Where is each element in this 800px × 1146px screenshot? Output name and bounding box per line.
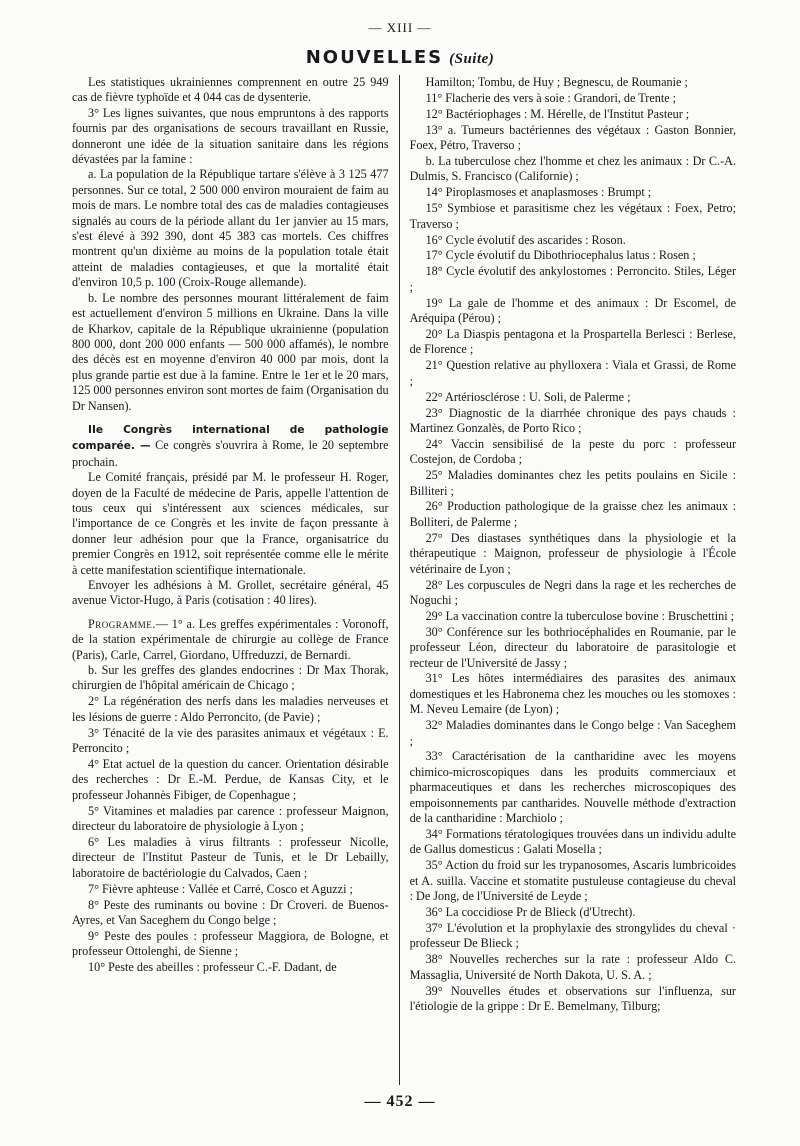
- list-item: 39° Nouvelles études et observations sur l'influenza, sur l'étiologie de la grippe : Dr E. Bemelmany, Tilburg;: [409, 983, 736, 1013]
- list-item: 24° Vaccin sensibilisé de la peste du porc : professeur Costejon, de Cordoba ;: [409, 436, 736, 467]
- list-item: 10° Peste des abeilles : professeur C.-F. Dadant, de: [88, 960, 337, 975]
- comite-paragraph: Le Comité français, présidé par M. le professeur H. Roger, doyen de la Faculté de médecine de Paris, appelle l'attention de tous ceux qui s'intéressent aux sciences médicales, sur l'importance de ce Congrès et les invite de façon pressante à donner leur adhésion pour que la France, organisatrice du premier Congrès en 1912, soit représentée comme elle le mérite à cette manifestation scientifique internationale.: [72, 470, 389, 577]
- list-item: 27° Des diastases synthétiques dans la physiologie et la thérapeutique : Maignon, professeur de physiologie à l'École vétérinaire de Lyon ;: [409, 530, 736, 576]
- list-item: 33° Caractérisation de la cantharidine avec les moyens chimico-microscopiques dans les produits commerciaux et pharmaceutiques et dans les recherches microscopiques des empoisonnements par cantharides. Nouvelle méthode d'extraction de la cantharidine : Marchiolo ;: [409, 749, 736, 826]
- list-item: 35° Action du froid sur les trypanosomes, Ascaris lumbricoides et A. suilla. Vaccine et stomatite pustuleuse contagieuse du cheval : De Jong, de l'Université de Leyde ;: [409, 858, 736, 904]
- list-item: 12° Bactériophages : M. Hérelle, de l'Institut Pasteur ;: [425, 106, 690, 121]
- programme-list-right: [410, 75, 736, 1014]
- list-item: 29° La vaccination contre la tuberculose bovine : Bruschettini ;: [425, 608, 735, 623]
- list-item: 3° Ténacité de la vie des parasites animaux et végétaux : E. Perroncito ;: [72, 725, 389, 756]
- list-item: 30° Conférence sur les bothriocéphalides en Roumanie, par le professeur Léon, directeur du laboratoire de parasitologie et recteur de l'Université de Jassy ;: [409, 624, 736, 670]
- list-item: Hamilton; Tombu, de Huy ; Begnescu, de Roumanie ;: [425, 75, 688, 89]
- list-item: 4° Etat actuel de la question du cancer. Orientation désirable des recherches : Dr E.-M. Perdue, de Kansas City, et le professeur Johannès Fibiger, de Copenhague ;: [72, 756, 389, 802]
- roman-page-number: — XIII —: [368, 20, 432, 35]
- envoyer-paragraph: Envoyer les adhésions à M. Grollet, secrétaire général, 45 avenue Victor-Hugo, à Paris (cotisation : 40 lires).: [72, 578, 389, 608]
- section-title: [0, 47, 800, 68]
- paragraph-a: a. La population de la République tartare s'élève à 3 125 477 personnes. Sur ce total, 2 500 000 environ mouraient de faim au mois de mars. Le nombre total des cas de maladies contagieuses signalés au cours de la période allant du 1er janvier au 15 mars, s'est élevé à 392 390, dont 45 383 cas mortels. Ces chiffres montrent qu'un dixième au moins de la population totale était atteint de maladies contagieuses, et que la mortalité était d'environ 10,5 p. 100 (Croix-Rouge allemande).: [72, 167, 389, 290]
- list-item: 26° Production pathologique de la graisse chez les animaux : Bolliteri, de Palerme ;: [409, 499, 736, 529]
- list-item: 31° Les hôtes intermédiaires des parasites des animaux domestiques et les Habronema chez les mouches ou les stomoxes : M. Neveu Lemaire (de Lyon) ;: [409, 671, 736, 717]
- list-item: 8° Peste des ruminants ou bovine : Dr Croveri. de Buenos-Ayres, et Van Saceghem du Congo belge ;: [72, 897, 389, 928]
- programme-paragraph: [72, 617, 389, 663]
- list-item: 13° a. Tumeurs bactériennes des végétaux : Gaston Bonnier, Foex, Pétro, Traverso ;: [409, 122, 736, 153]
- list-item: 34° Formations tératologiques trouvées dans un individu adulte de Gallus domesticus : Galati Mosella ;: [409, 827, 736, 857]
- programme-heading: Programme.: [88, 616, 156, 631]
- two-column-body: [72, 75, 736, 1085]
- list-item: 19° La gale de l'homme et des animaux : Dr Escomel, de Aréquipa (Pérou) ;: [409, 295, 736, 326]
- list-item: 17° Cycle évolutif du Dibothriocephalus latus : Rosen ;: [425, 248, 696, 263]
- right-column: [399, 75, 736, 1085]
- list-item: 7° Fièvre aphteuse : Vallée et Carré, Cosco et Aguzzi ;: [88, 881, 353, 896]
- list-item: 23° Diagnostic de la diarrhée chronique des pays chauds : Martinez Gonzalès, de Porto Rico ;: [409, 405, 736, 435]
- list-item: 5° Vitamines et maladies par carence : professeur Maignon, directeur du laboratoire de physiologie à Lyon ;: [72, 803, 389, 834]
- list-item: 32° Maladies dominantes dans le Congo belge : Van Saceghem ;: [409, 718, 736, 748]
- programme-list-left: [72, 663, 389, 976]
- list-item: 37° L'évolution et la prophylaxie des strongylides du cheval · professeur De Blieck ;: [409, 920, 736, 951]
- list-item: 14° Piroplasmoses et anaplasmoses : Brumpt ;: [425, 185, 652, 200]
- list-item: 18° Cycle évolutif des ankylostomes : Perroncito. Stiles, Léger ;: [409, 264, 736, 294]
- intro-paragraph: Les statistiques ukrainiennes comprennent en outre 25 949 cas de fièvre typhoïde et 4 044 cas de dysenterie.: [72, 75, 389, 105]
- list-item: 36° La coccidiose Pr de Blieck (d'Utrecht).: [425, 905, 636, 920]
- congres-paragraph: [72, 422, 389, 470]
- list-item: 38° Nouvelles recherches sur la rate : professeur Aldo C. Massaglia, Université de North Dakota, U. S. A. ;: [409, 952, 736, 982]
- congres-text: Ce congrès s'ouvrira à Rome, le 20 septembre prochain.: [72, 438, 389, 469]
- list-item: 11° Flacherie des vers à soie : Grandori, de Trente ;: [425, 90, 677, 105]
- list-item: 21° Question relative au phylloxera : Viala et Grassi, de Rome ;: [409, 358, 736, 388]
- list-item: 15° Symbiose et parasitisme chez les végétaux : Foex, Petro; Traverso ;: [409, 201, 736, 231]
- list-item: 9° Peste des poules : professeur Maggiora, de Bologne, et professeur Ottolenghi, de Sienne ;: [72, 928, 389, 959]
- list-item: 25° Maladies dominantes chez les petits poulains en Sicile : Billiteri ;: [409, 468, 736, 498]
- page-number: — 452 —: [364, 1093, 436, 1110]
- paragraph-b: b. Le nombre des personnes mourant littéralement de faim est actuellement d'environ 5 millions en Ukraine. Dans la ville de Kharkov, capitale de la République ukrainienne (population 800 000, dont 200 000 enfants — 500 000 affamés), le nombre des décès est en moyenne d'environ 40 000 par mois, dont la plus grande partie est due à la famine. Entre le 1er et le 20 mars, 125 000 personnes environ sont mortes de faim (Organisation du Dr Nansen).: [72, 290, 389, 413]
- list-item: 28° Les corpuscules de Negri dans la rage et les recherches de Noguchi ;: [409, 577, 736, 607]
- paragraph-3: 3° Les lignes suivantes, que nous empruntons à des rapports fournis par des organisations de secours travaillant en Russie, donneront une idée de la situation sanitaire dans les régions dévastées par la famine :: [72, 105, 389, 167]
- title-suffix: (Suite): [449, 51, 495, 67]
- title-main: NOUVELLES: [305, 47, 444, 68]
- congres-heading: IIe Congrès international de pathologie comparée. —: [72, 423, 389, 453]
- list-item: 6° Les maladies à virus filtrants : professeur Nicolle, directeur de l'Institut Pasteur de Tunis, et le Dr Lebailly, laboratoire de bactériologie du Calvados, Caen ;: [72, 835, 389, 880]
- list-item: b. La tuberculose chez l'homme et chez les animaux : Dr C.-A. Dulmis, S. Francisco (Californie) ;: [409, 154, 736, 184]
- list-item: 20° La Diaspis pentagona et la Prospartella Berlesci : Berlese, de Florence ;: [409, 327, 736, 357]
- programme-item-1a: — 1° a. Les greffes expérimentales : Voronoff, de la station expérimentale de chirurgie au collège de France (Paris), Carle, Carrel, Giordano, Uffreduzzi, de Bernardi.: [72, 616, 389, 662]
- list-item: 22° Artériosclérose : U. Soli, de Palerme ;: [425, 389, 631, 404]
- left-column: [72, 75, 399, 1085]
- list-item: 2° La régénération des nerfs dans les maladies nerveuses et les lésions de guerre : Aldo Perroncito, (de Pavie) ;: [72, 694, 389, 724]
- list-item: b. Sur les greffes des glandes endocrines : Dr Max Thorak, chirurgien de l'hôpital américain de Chicago ;: [72, 663, 389, 693]
- list-item: 16° Cycle évolutif des ascarides : Roson.: [425, 232, 626, 247]
